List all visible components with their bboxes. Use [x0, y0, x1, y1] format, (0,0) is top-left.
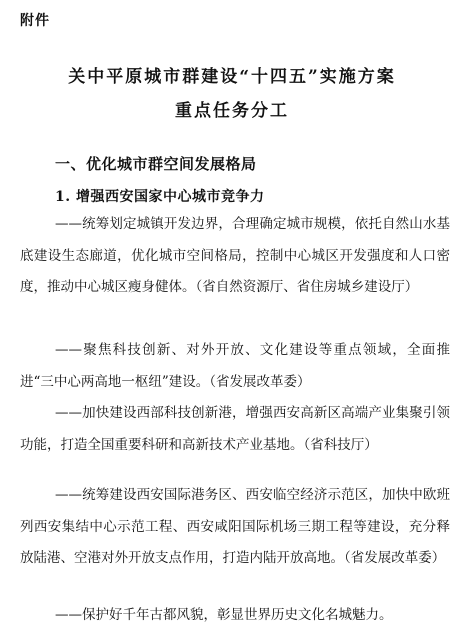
paragraph-3 [20, 398, 450, 461]
paragraph-3-text: ——加快建设西部科技创新港，增强西安高新区高端产业集聚引领功能，打造全国重要科研和高新技术产业基地。（省科技厅） [20, 405, 450, 453]
paragraph-5-text: ——保护好千年古都风貌，彰显世界历史文化名城魅力。 [55, 607, 393, 623]
subsection-heading: 1. 增强西安国家中心城市竞争力 [55, 189, 265, 205]
document-title-line-2: 重点任务分工 [175, 101, 289, 121]
paragraph-4 [20, 480, 450, 575]
section-heading: 一、优化城市群空间发展格局 [55, 155, 257, 173]
paragraph-4-text: ——统筹建设西安国际港务区、西安临空经济示范区，加快中欧班列西安集结中心示范工程、西安咸阳国际机场三期工程等建设，充分释放陆港、空港对外开放支点作用，打造内陆开放高地。（省发展改革委） [20, 487, 450, 566]
document-title-line-1: 关中平原城市群建设“十四五”实施方案 [68, 67, 396, 87]
paragraph-2-text: ——聚焦科技创新、对外开放、文化建设等重点领域，全面推进“三中心两高地一枢纽”建设。（省发展改革委） [20, 342, 450, 390]
paragraph-2 [20, 335, 450, 398]
paragraph-1 [20, 209, 450, 304]
paragraph-1-text: ——统筹划定城镇开发边界，合理确定城市规模，依托自然山水基底建设生态廊道，优化城市空间格局，控制中心城区开发强度和人口密度，推动中心城区瘦身健体。（省自然资源厅、省住房城乡建设厅） [20, 216, 450, 295]
attachment-label: 附件 [20, 13, 50, 29]
paragraph-5 [20, 600, 450, 632]
